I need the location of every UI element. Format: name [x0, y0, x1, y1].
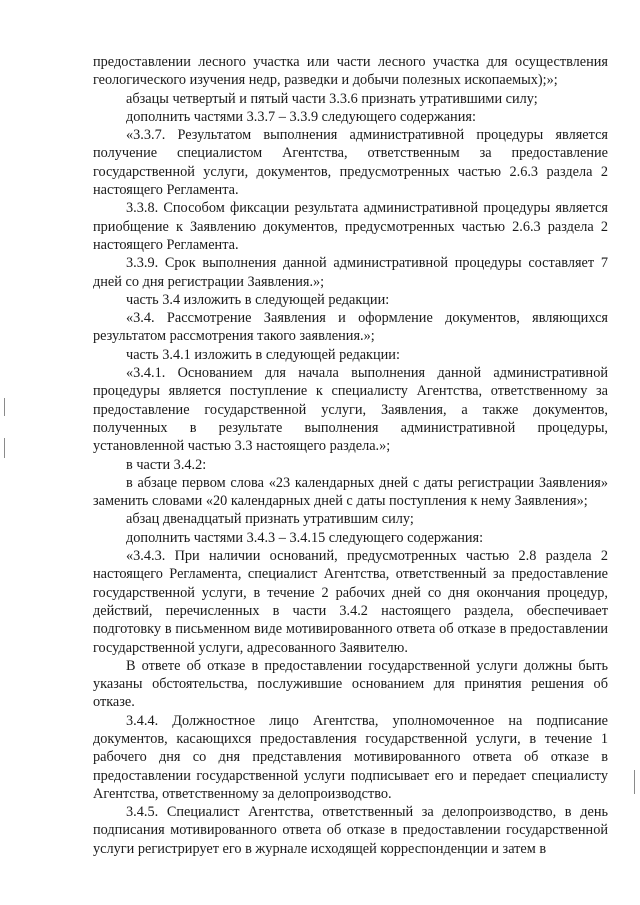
paragraph: абзацы четвертый и пятый части 3.3.6 признать утратившими силу; [126, 90, 538, 107]
paragraph: 3.3.8. Способом фиксации результата административной процедуры является приобщение к Заявлению документов, предусмотренных частью 2.6.3 раздела 2 настоящего Регламента. [93, 200, 608, 253]
scan-margin-mark [4, 398, 5, 416]
paragraph: 3.4.5. Специалист Агентства, ответственный за делопроизводство, в день подписания мотивированного ответа об отказе в предоставлении государственной услуги регистрирует его в журнале исходящей корреспонденции и затем в [93, 804, 608, 857]
scan-margin-mark [634, 770, 635, 794]
paragraph: «3.3.7. Результатом выполнения административной процедуры является получение специалистом Агентства, ответственным за предоставление государственной услуги, документов, предусмотренных частью 2.6.3 раздела 2 настоящего Регламента. [93, 127, 608, 199]
paragraph: 3.3.9. Срок выполнения данной административной процедуры составляет 7 дней со дня регистрации Заявления.»; [93, 255, 608, 290]
paragraph: в части 3.4.2: [126, 456, 207, 473]
paragraph: дополнить частями 3.4.3 – 3.4.15 следующего содержания: [126, 529, 484, 546]
paragraph: В ответе об отказе в предоставлении государственной услуги должны быть указаны обстоятельства, послужившие основанием для принятия решения об отказе. [93, 657, 608, 711]
paragraph: «3.4. Рассмотрение Заявления и оформление документов, являющихся результатом рассмотрения такого заявления.»; [93, 310, 608, 345]
paragraph: часть 3.4 изложить в следующей редакции: [126, 291, 390, 308]
paragraph: предоставлении лесного участка или части лесного участка для осуществления геологического изучения недр, разведки и добычи полезных ископаемых);»; [93, 54, 608, 89]
document-page [93, 53, 608, 858]
paragraph: абзац двенадцатый признать утратившим силу; [126, 511, 414, 528]
paragraph: в абзаце первом слова «23 календарных дней с даты регистрации Заявления» заменить словами «20 календарных дней с даты поступления к нему Заявления»; [93, 474, 608, 510]
paragraph: «3.4.1. Основанием для начала выполнения данной административной процедуры является поступление к специалисту Агентства, ответственному за предоставление государственной услуги, Заявления, а также документов, полученных в результате выполнения административной процедуры, установленной частью 3.3 настоящего раздела.»; [93, 365, 608, 455]
paragraph: 3.4.4. Должностное лицо Агентства, уполномоченное на подписание документов, касающихся предоставления государственной услуги, в течение 1 рабочего дня со дня представления мотивированного ответа об отказе в предоставлении государственной услуги подписывает его и передает специалисту Агентства, ответственному за делопроизводство. [93, 712, 608, 802]
paragraph: «3.4.3. При наличии оснований, предусмотренных частью 2.8 раздела 2 настоящего Регламента, специалист Агентства, ответственный за предоставление государственной услуги, в течение 2 рабочих дней со дня окончания процедур, действий, перечисленных в части 3.4.2 настоящего раздела, обеспечивает подготовку в письменном виде мотивированного ответа об отказе в предоставлении государственной услуги, адресованного Заявителю. [93, 548, 608, 656]
scan-margin-mark [4, 438, 5, 458]
paragraph: часть 3.4.1 изложить в следующей редакции: [126, 346, 400, 363]
paragraph: дополнить частями 3.3.7 – 3.3.9 следующего содержания: [126, 108, 476, 125]
